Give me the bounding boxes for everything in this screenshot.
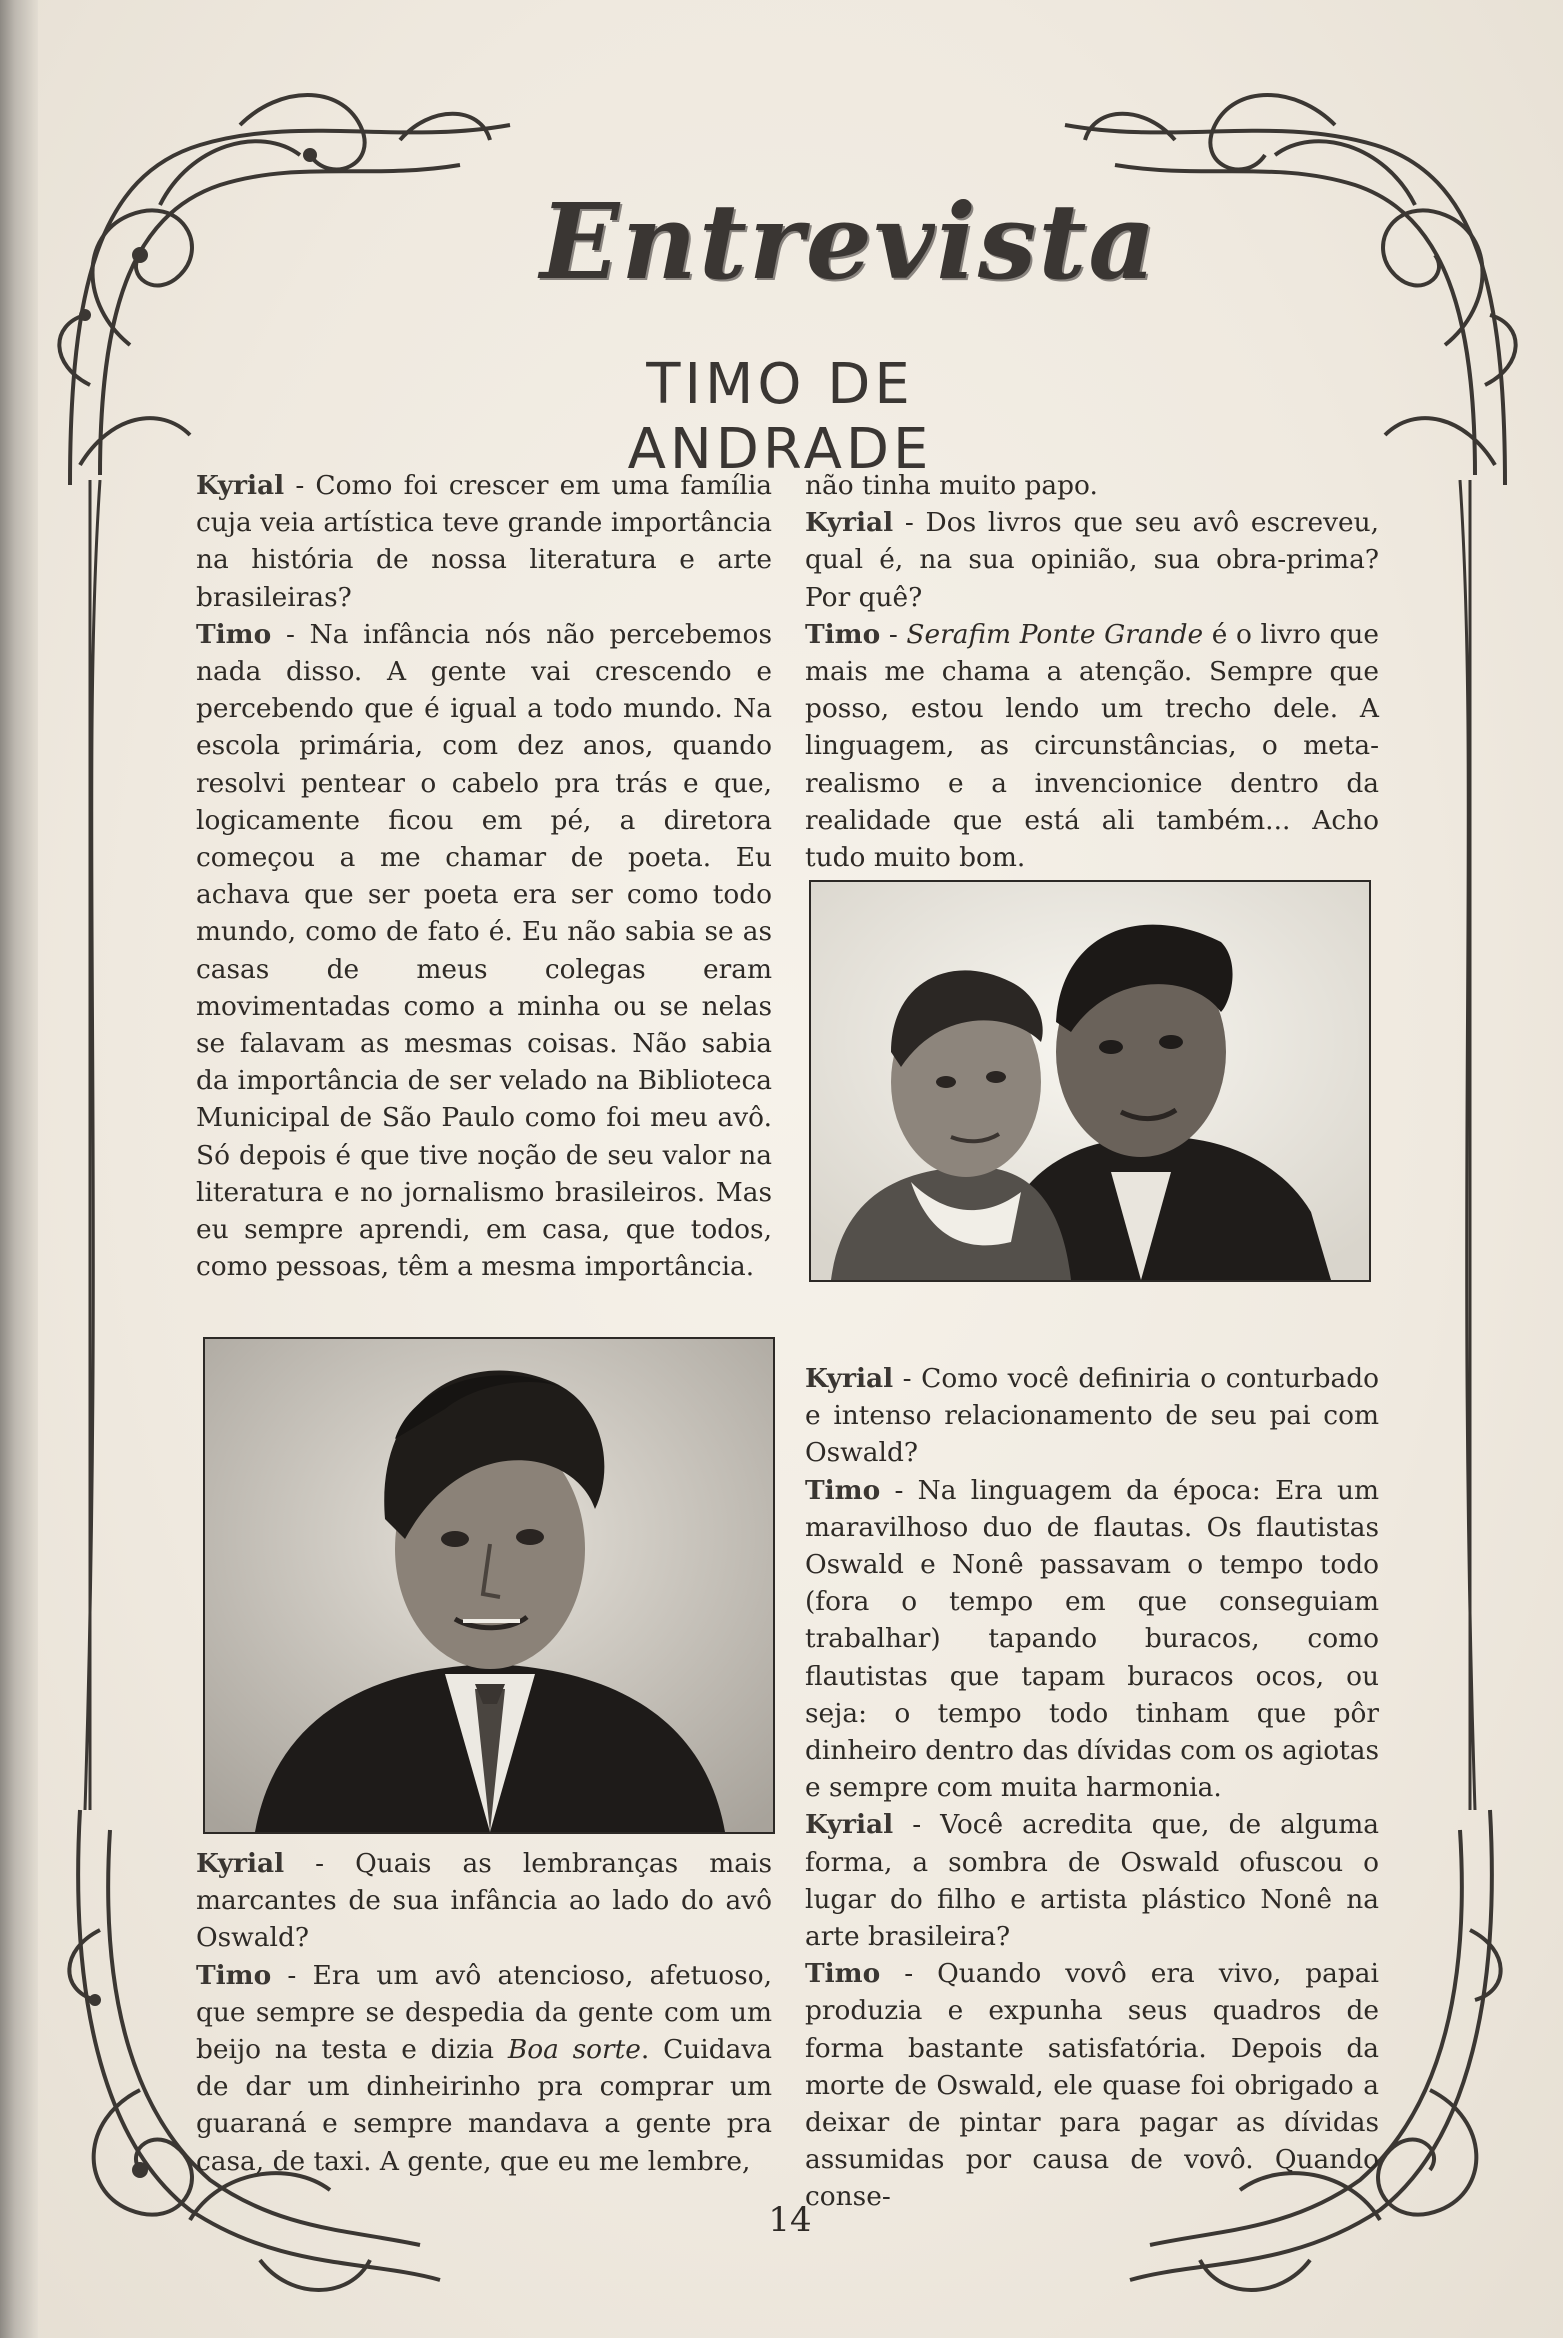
- column-right-bottom: [805, 1360, 1379, 2216]
- paragraph-text: - Você acredita que, de alguma forma, a sombra de Oswald ofuscou o lugar do filho e artista plástico Nonê na arte brasileira?: [805, 1809, 1379, 1953]
- speaker-label: Timo: [805, 618, 881, 650]
- paragraph-text: - Na infância nós não percebemos nada disso. A gente vai crescendo e percebendo que é igual a todo mundo. Na escola primária, com dez anos, quando resolvi pentear o cabelo pra trás e que, logicamente ficou em pé, a diretora começou a me chamar de poeta. Eu achava que ser poeta era ser como todo mundo, como de fato é. Eu não sabia se as casas de meus colegas eram movimentadas como a minha ou se nelas se falavam as mesmas coisas. Não sabia da importância de ser velado na Biblioteca Municipal de São Paulo como foi meu avô. Só depois é que tive noção de seu valor na literatura e no jornalismo brasileiros. Mas eu sempre aprendi, em casa, que todos, como pessoas, têm a mesma importância.: [196, 618, 772, 1283]
- answer-paragraph: [805, 1955, 1379, 2215]
- ornament-left-border-icon: [60, 480, 120, 1810]
- quote-text: Boa sorte: [507, 2034, 641, 2066]
- answer-paragraph: [805, 1472, 1379, 1807]
- paragraph-text: - Era um avô atencioso, afetuoso, que sempre se despedia da gente com um beijo na testa e dizia: [196, 1959, 772, 2066]
- question-paragraph: [805, 1360, 1379, 1472]
- answer-paragraph: [805, 616, 1379, 876]
- question-paragraph: [196, 1845, 772, 1957]
- ornament-top-left-icon: [40, 85, 540, 505]
- speaker-label: Kyrial: [805, 1363, 894, 1394]
- speaker-label: Kyrial: [805, 507, 894, 539]
- book-title: Serafim Ponte Grande: [906, 618, 1204, 650]
- speaker-label: Timo: [805, 1958, 881, 1990]
- speaker-label: Kyrial: [196, 470, 285, 501]
- speaker-label: Timo: [196, 618, 272, 650]
- dash-text: -: [880, 618, 907, 650]
- answer-paragraph: [196, 616, 772, 1286]
- answer-paragraph: [196, 1957, 772, 2180]
- page-title: Entrevista: [540, 180, 1158, 303]
- paragraph-text: - Dos livros que seu avô escreveu, qual é, na sua opinião, sua obra-prima? Por quê?: [805, 507, 1379, 613]
- photo-boy-and-young-man: [809, 880, 1371, 1282]
- continued-text: não tinha muito papo.: [805, 470, 1098, 501]
- page-subtitle: TIMO DE ANDRADE: [627, 352, 933, 482]
- column-left-bottom: [196, 1845, 772, 2180]
- question-paragraph: [805, 1806, 1379, 1955]
- column-right-top: [805, 467, 1379, 876]
- paragraph-text: . Cuidava de dar um dinheirinho pra comprar um guaraná e sempre mandava a gente pra casa, de taxi. A gente, que eu me lembre,: [196, 2034, 772, 2177]
- paragraph-text: é o livro que mais me chama a atenção. Sempre que posso, estou lendo um trecho dele. A linguagem, as circunstâncias, o meta-realismo e a invencionice dentro da realidade que está ali também... Acho tudo muito bom.: [805, 618, 1379, 874]
- paragraph-text: - Quais as lembranças mais marcantes de sua infância ao lado do avô Oswald?: [196, 1848, 772, 1954]
- book-spine-shadow: [0, 0, 38, 2338]
- page-number: 14: [768, 2200, 812, 2240]
- question-paragraph: [805, 504, 1379, 616]
- paragraph-text: - Na linguagem da época: Era um maravilhoso duo de flautas. Os flautistas Oswald e Nonê passavam o tempo todo (fora o tempo em que conseguiam trabalhar) tapando buracos, como flautistas que tapam buracos ocos, ou seja: o tempo todo tinham que pôr dinheiro dentro das dívidas com os agiotas e sempre com muita harmonia.: [805, 1474, 1379, 1804]
- ornament-right-border-icon: [1440, 480, 1500, 1810]
- speaker-label: Timo: [196, 1959, 272, 1991]
- question-paragraph: [196, 467, 772, 616]
- speaker-label: Kyrial: [196, 1848, 285, 1879]
- photo-young-man-portrait: [203, 1337, 775, 1834]
- speaker-label: Kyrial: [805, 1809, 894, 1841]
- speaker-label: Timo: [805, 1474, 881, 1506]
- column-left-top: [196, 467, 772, 1285]
- paragraph-text: - Como foi crescer em uma família cuja veia artística teve grande importância na história de nossa literatura e arte brasileiras?: [196, 470, 772, 613]
- paragraph-text: - Como você definiria o conturbado e intenso relacionamento de seu pai com Oswald?: [805, 1363, 1379, 1469]
- paragraph-text: - Quando vovô era vivo, papai produzia e expunha seus quadros de forma bastante satisfatória. Depois da morte de Oswald, ele quase foi obrigado a deixar de pintar para pagar as dívidas assumidas por causa de vovô. Quando conse-: [805, 1958, 1379, 2213]
